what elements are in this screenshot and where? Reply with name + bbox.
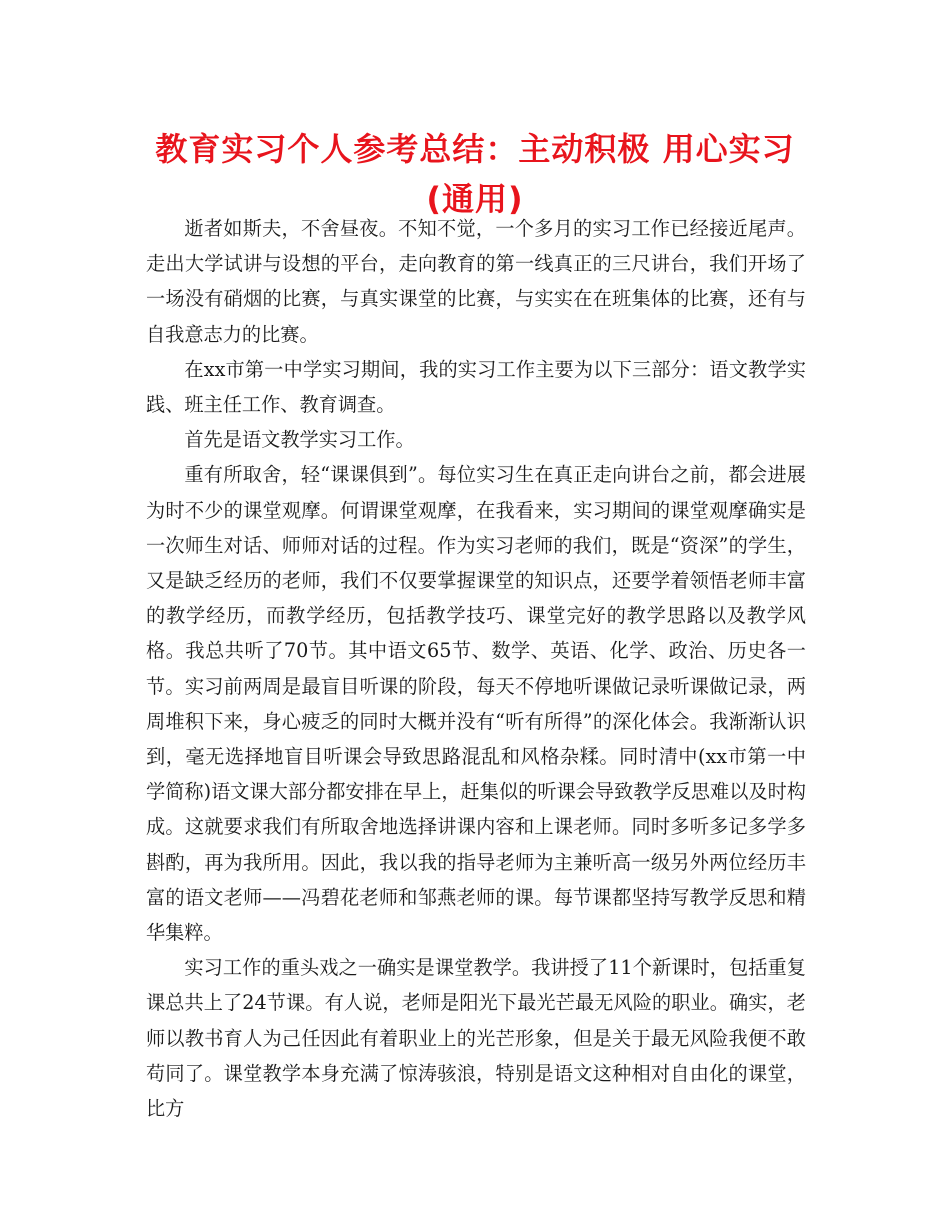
paragraph: 重有所取舍，轻“课课俱到”。每位实习生在真正走向讲台之前，都会进展为时不少的课堂观摩。何谓课堂观摩，在我看来，实习期间的课堂观摩确实是一次师生对话、师师对话的过程。作为实习老师的我们，既是“资深”的学生，又是缺乏经历的老师，我们不仅要掌握课堂的知识点，还要学着领悟老师丰富的教学经历，而教学经历，包括教学技巧、课堂完好的教学思路以及教学风格。我总共听了70节。其中语文65节、数学、英语、化学、政治、历史各一节。实习前两周是最盲目听课的阶段，每天不停地听课做记录听课做记录，两周堆积下来，身心疲乏的同时大概并没有“听有所得”的深化体会。我渐渐认识到，毫无选择地盲目听课会导致思路混乱和风格杂糅。同时清中(xx市第一中学简称)语文课大部分都安排在早上，赶集似的听课会导致教学反思难以及时构成。这就要求我们有所取舍地选择讲课内容和上课老师。同时多听多记多学多斟酌，再为我所用。因此，我以我的指导老师为主兼听高一级另外两位经历丰富的语文老师——冯碧花老师和邹燕老师的课。每节课都坚持写教学反思和精华集粹。 bbox=[146, 463, 806, 945]
paragraph: 实习工作的重头戏之一确实是课堂教学。我讲授了11个新课时，包括重复课总共上了24节课。有人说，老师是阳光下最光芒最无风险的职业。确实，老师以教书育人为己任因此有着职业上的光芒形象，但是关于最无风险我便不敢苟同了。课堂教学本身充满了惊涛骇浪，特别是语文这种相对自由化的课堂，比方 bbox=[146, 956, 806, 1121]
paragraph: 在xx市第一中学实习期间，我的实习工作主要为以下三部分：语文教学实践、班主任工作、教育调查。 bbox=[146, 357, 806, 417]
paragraph: 逝者如斯夫，不舍昼夜。不知不觉，一个多月的实习工作已经接近尾声。走出大学试讲与设想的平台，走向教育的第一线真正的三尺讲台，我们开场了一场没有硝烟的比赛，与真实课堂的比赛，与实实在在班集体的比赛，还有与自我意志力的比赛。 bbox=[146, 217, 806, 346]
document-body bbox=[146, 211, 806, 1126]
paragraph: 首先是语文教学实习工作。 bbox=[184, 428, 415, 452]
document-title: 教育实习个人参考总结：主动积极 用心实习(通用) bbox=[155, 130, 795, 218]
